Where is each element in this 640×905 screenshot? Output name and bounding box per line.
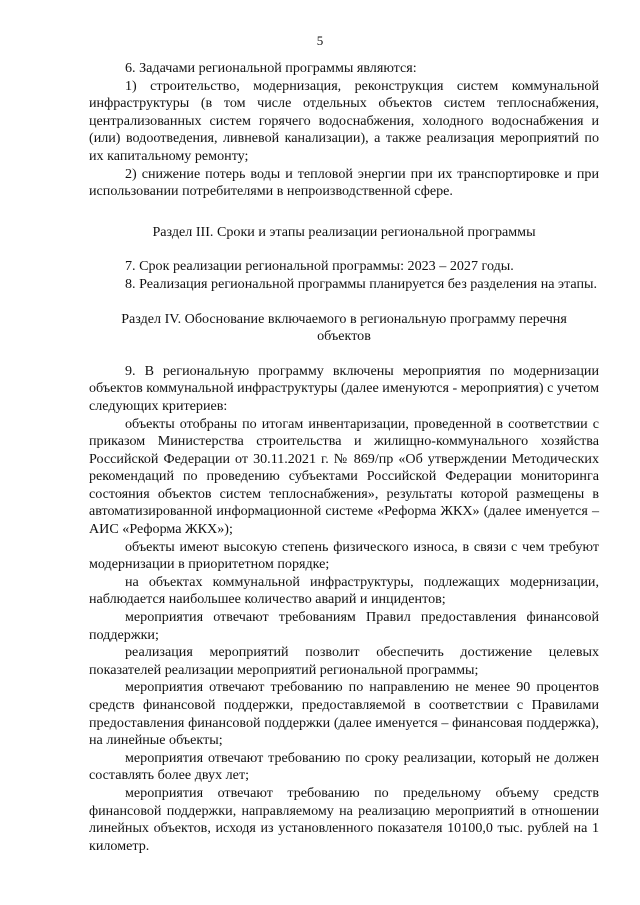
- paragraph-9: 9. В региональную программу включены мероприятия по модернизации объектов коммунальной инфраструктуры (далее именуются - мероприятия) с учетом следующих критериев:: [89, 362, 599, 414]
- criterion-inventory: объекты отобраны по итогам инвентаризации, проведенной в соответствии с приказом Министерства строительства и жилищно-коммунального хозяйства Российской Федерации от 30.11.2021 г. № 869/пр «Об утверждении Методических рекомендаций по проведению субъектами Российской Федерации мониторинга состояния объектов систем теплоснабжения», результаты которой размещены в автоматизированной информационной системе «Реформа ЖКХ» (далее именуется – АИС «Реформа ЖКХ»);: [89, 415, 599, 538]
- paragraph-6: 6. Задачами региональной программы являются:: [125, 60, 417, 76]
- criterion-rules: мероприятия отвечают требованиям Правил предоставления финансовой поддержки;: [89, 609, 599, 643]
- paragraph-6-item-2: 2) снижение потерь воды и тепловой энергии при их транспортировке и при использовании потребителями в непроизводственной сфере.: [89, 165, 599, 200]
- section-4-heading: Раздел IV. Обоснование включаемого в региональную программу перечня объектов: [121, 310, 567, 345]
- page-number: 5: [316, 33, 324, 48]
- paragraph-6-item-1: 1) строительство, модернизация, реконструкция систем коммунальной инфраструктуры (в том числе отдельных объектов систем теплоснабжения, централизованных систем горячего водоснабжения, холодного водоснабжения и (или) водоотведения, ливневой канализации), а также реализация мероприятий по их капитальному ремонту;: [89, 77, 599, 164]
- criterion-accidents: на объектах коммунальной инфраструктуры, подлежащих модернизации, наблюдается наибольшее количество аварий и инцидентов;: [89, 573, 599, 608]
- paragraph-7: 7. Срок реализации региональной программы: 2023 – 2027 годы.: [125, 258, 514, 275]
- criterion-wear: объекты имеют высокую степень физического износа, в связи с чем требуют модернизации в приоритетном порядке;: [89, 538, 599, 573]
- document-body: [89, 60, 599, 855]
- criterion-targets: реализация мероприятий позволит обеспечить достижение целевых показателей реализации мероприятий региональной программы;: [89, 644, 599, 678]
- criterion-max-amount: мероприятия отвечают требованию по предельному объему средств финансовой поддержки, направляемому на реализацию мероприятий в отношении линейных объектов, исходя из установленного показателя 10100,0 тыс. рублей на 1 километр.: [89, 784, 599, 854]
- section-3-heading: Раздел III. Сроки и этапы реализации региональной программы: [152, 223, 536, 240]
- criterion-linear-share: мероприятия отвечают требованию по направлению не менее 90 процентов средств финансовой поддержки, предоставляемой в соответствии с Правилами предоставления финансовой поддержки (далее именуется – финансовая поддержка), на линейные объекты;: [89, 679, 599, 749]
- criterion-term: мероприятия отвечают требованию по сроку реализации, который не должен составлять более двух лет;: [89, 749, 599, 784]
- paragraph-8: 8. Реализация региональной программы планируется без разделения на этапы.: [125, 275, 598, 292]
